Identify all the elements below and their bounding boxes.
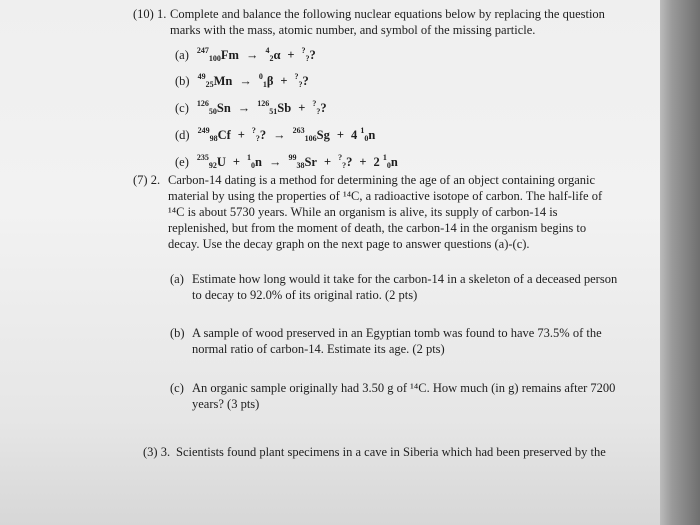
mass-number: 1 <box>247 153 252 162</box>
coefficient: 4 <box>350 128 361 142</box>
mass-number: 126 <box>196 99 209 108</box>
q2c-line: years? (3 pts) <box>192 397 260 411</box>
nuclide <box>252 126 266 143</box>
q2-line: decay. Use the decay graph on the next page to answer questions (a)-(c). <box>168 237 530 251</box>
equation-operator: + <box>280 74 288 88</box>
mass-number: 249 <box>197 126 210 135</box>
mass-number: ? <box>301 46 306 55</box>
nuclide <box>197 46 239 63</box>
element-symbol: Sn <box>216 101 231 115</box>
equation-operator: + <box>287 48 295 62</box>
atomic-number: 50 <box>208 107 217 116</box>
mass-number: 247 <box>196 46 209 55</box>
nuclide <box>198 126 231 143</box>
q2-line: Carbon-14 dating is a method for determining the age of an object containing organic <box>168 173 596 187</box>
mass-number: 0 <box>258 72 263 81</box>
nuclide <box>312 99 326 116</box>
equation-row <box>175 99 327 116</box>
atomic-number: 106 <box>304 134 317 143</box>
q3-number: (3) 3. <box>143 445 171 459</box>
element-symbol: Fm <box>220 48 239 62</box>
equation-operator: + <box>323 155 332 169</box>
element-symbol: n <box>390 155 398 169</box>
mass-number: ? <box>338 153 343 162</box>
q1-line: Complete and balance the following nuclear equations below by replacing the question <box>170 7 605 21</box>
atomic-number: 38 <box>296 161 305 170</box>
q2c-line: An organic sample originally had 3.50 g of ¹⁴C. How much (in g) remains after 7200 <box>192 381 616 395</box>
equation-label: (d) <box>175 128 190 142</box>
element-symbol: β <box>266 74 274 88</box>
nuclide <box>197 99 231 116</box>
equation-row <box>175 126 375 143</box>
atomic-number: 100 <box>208 54 221 63</box>
atomic-number: 1 <box>262 80 267 89</box>
atomic-number: 0 <box>386 161 391 170</box>
q2a-line: to decay to 92.0% of its original ratio. (2 pts) <box>192 288 418 302</box>
element-symbol: ? <box>259 128 267 142</box>
equation-operator: → <box>237 101 251 115</box>
q1-number: (10) 1. <box>133 7 167 21</box>
q2b-line: A sample of wood preserved in an Egyptian tomb was found to have 73.5% of the <box>192 326 602 340</box>
element-symbol: n <box>368 128 376 142</box>
element-symbol: ? <box>309 48 316 62</box>
element-symbol: Cf <box>217 128 231 142</box>
equation-label: (c) <box>175 101 189 115</box>
equation-operator: + <box>237 128 245 142</box>
equation-operator: + <box>336 128 344 142</box>
nuclide <box>293 126 330 143</box>
coefficient: 2 <box>373 155 383 169</box>
q2b-label: (b) <box>170 326 185 340</box>
element-symbol: α <box>273 48 281 62</box>
atomic-number: 25 <box>205 80 214 89</box>
mass-number: 1 <box>382 153 387 162</box>
q2-line: material by using the properties of ¹⁴C, a radioactive isotope of carbon. The half-life of <box>168 189 603 203</box>
element-symbol: Sb <box>277 101 292 115</box>
q3-line: Scientists found plant specimens in a cave in Siberia which had been preserved by the <box>176 445 606 459</box>
equation-operator: + <box>359 155 367 169</box>
q2a-line: Estimate how long would it take for the carbon-14 in a skeleton of a deceased person <box>192 272 618 286</box>
q2c-label: (c) <box>170 381 184 395</box>
mass-number: 1 <box>360 126 365 135</box>
element-symbol: U <box>216 155 226 169</box>
mass-number: 235 <box>196 153 209 162</box>
element-symbol: n <box>255 155 262 169</box>
equation-row <box>175 153 398 170</box>
equation-row <box>175 72 309 89</box>
equation-operator: + <box>298 101 306 115</box>
mass-number: 126 <box>257 99 270 108</box>
q2a-label: (a) <box>170 272 184 286</box>
equation-operator: → <box>239 74 252 88</box>
q2b-line: normal ratio of carbon-14. Estimate its age. (2 pts) <box>192 342 445 356</box>
atomic-number: 0 <box>251 161 256 170</box>
element-symbol: ? <box>302 74 309 88</box>
element-symbol: Mn <box>213 74 233 88</box>
element-symbol: ? <box>320 101 327 115</box>
mass-number: ? <box>294 72 299 81</box>
equation-row <box>175 46 316 63</box>
q1-line: marks with the mass, atomic number, and symbol of the missing particle. <box>170 23 536 37</box>
equation-operator: → <box>273 128 286 142</box>
mass-number: 99 <box>288 153 297 162</box>
nuclide <box>373 153 397 170</box>
equation-operator: → <box>245 48 259 62</box>
atomic-number: 2 <box>269 54 274 63</box>
element-symbol: Sr <box>304 155 317 169</box>
atomic-number: 51 <box>269 107 278 116</box>
equation-operator: + <box>232 155 241 169</box>
equation-label: (e) <box>175 155 189 169</box>
atomic-number: ? <box>342 161 347 170</box>
equation-operator: → <box>268 155 282 169</box>
nuclide <box>338 153 352 170</box>
nuclide <box>295 72 309 89</box>
atomic-number: ? <box>305 54 310 63</box>
nuclide <box>198 72 233 89</box>
nuclide <box>302 46 316 63</box>
mass-number: 49 <box>197 72 206 81</box>
atomic-number: 0 <box>364 134 369 143</box>
atomic-number: ? <box>316 107 321 116</box>
atomic-number: ? <box>298 80 303 89</box>
nuclide <box>247 153 262 170</box>
equation-label: (b) <box>175 74 190 88</box>
nuclide <box>259 72 274 89</box>
equation-label: (a) <box>175 48 189 62</box>
element-symbol: ? <box>346 155 353 169</box>
mass-number: 4 <box>265 46 270 55</box>
atomic-number: 92 <box>208 161 217 170</box>
atomic-number: ? <box>255 134 260 143</box>
nuclide <box>265 46 280 63</box>
mass-number: 263 <box>292 126 305 135</box>
atomic-number: 98 <box>209 134 218 143</box>
nuclide <box>257 99 291 116</box>
nuclide <box>197 153 226 170</box>
q2-number: (7) 2. <box>133 173 161 187</box>
mass-number: ? <box>251 126 256 135</box>
mass-number: ? <box>312 99 317 108</box>
nuclide <box>288 153 317 170</box>
element-symbol: Sg <box>316 128 330 142</box>
q2-line: ¹⁴C is about 5730 years. While an organism is alive, its supply of carbon-14 is <box>168 205 558 219</box>
nuclide <box>351 126 375 143</box>
q2-line: replenished, but from the moment of death, the carbon-14 in the organism begins to <box>168 221 587 235</box>
